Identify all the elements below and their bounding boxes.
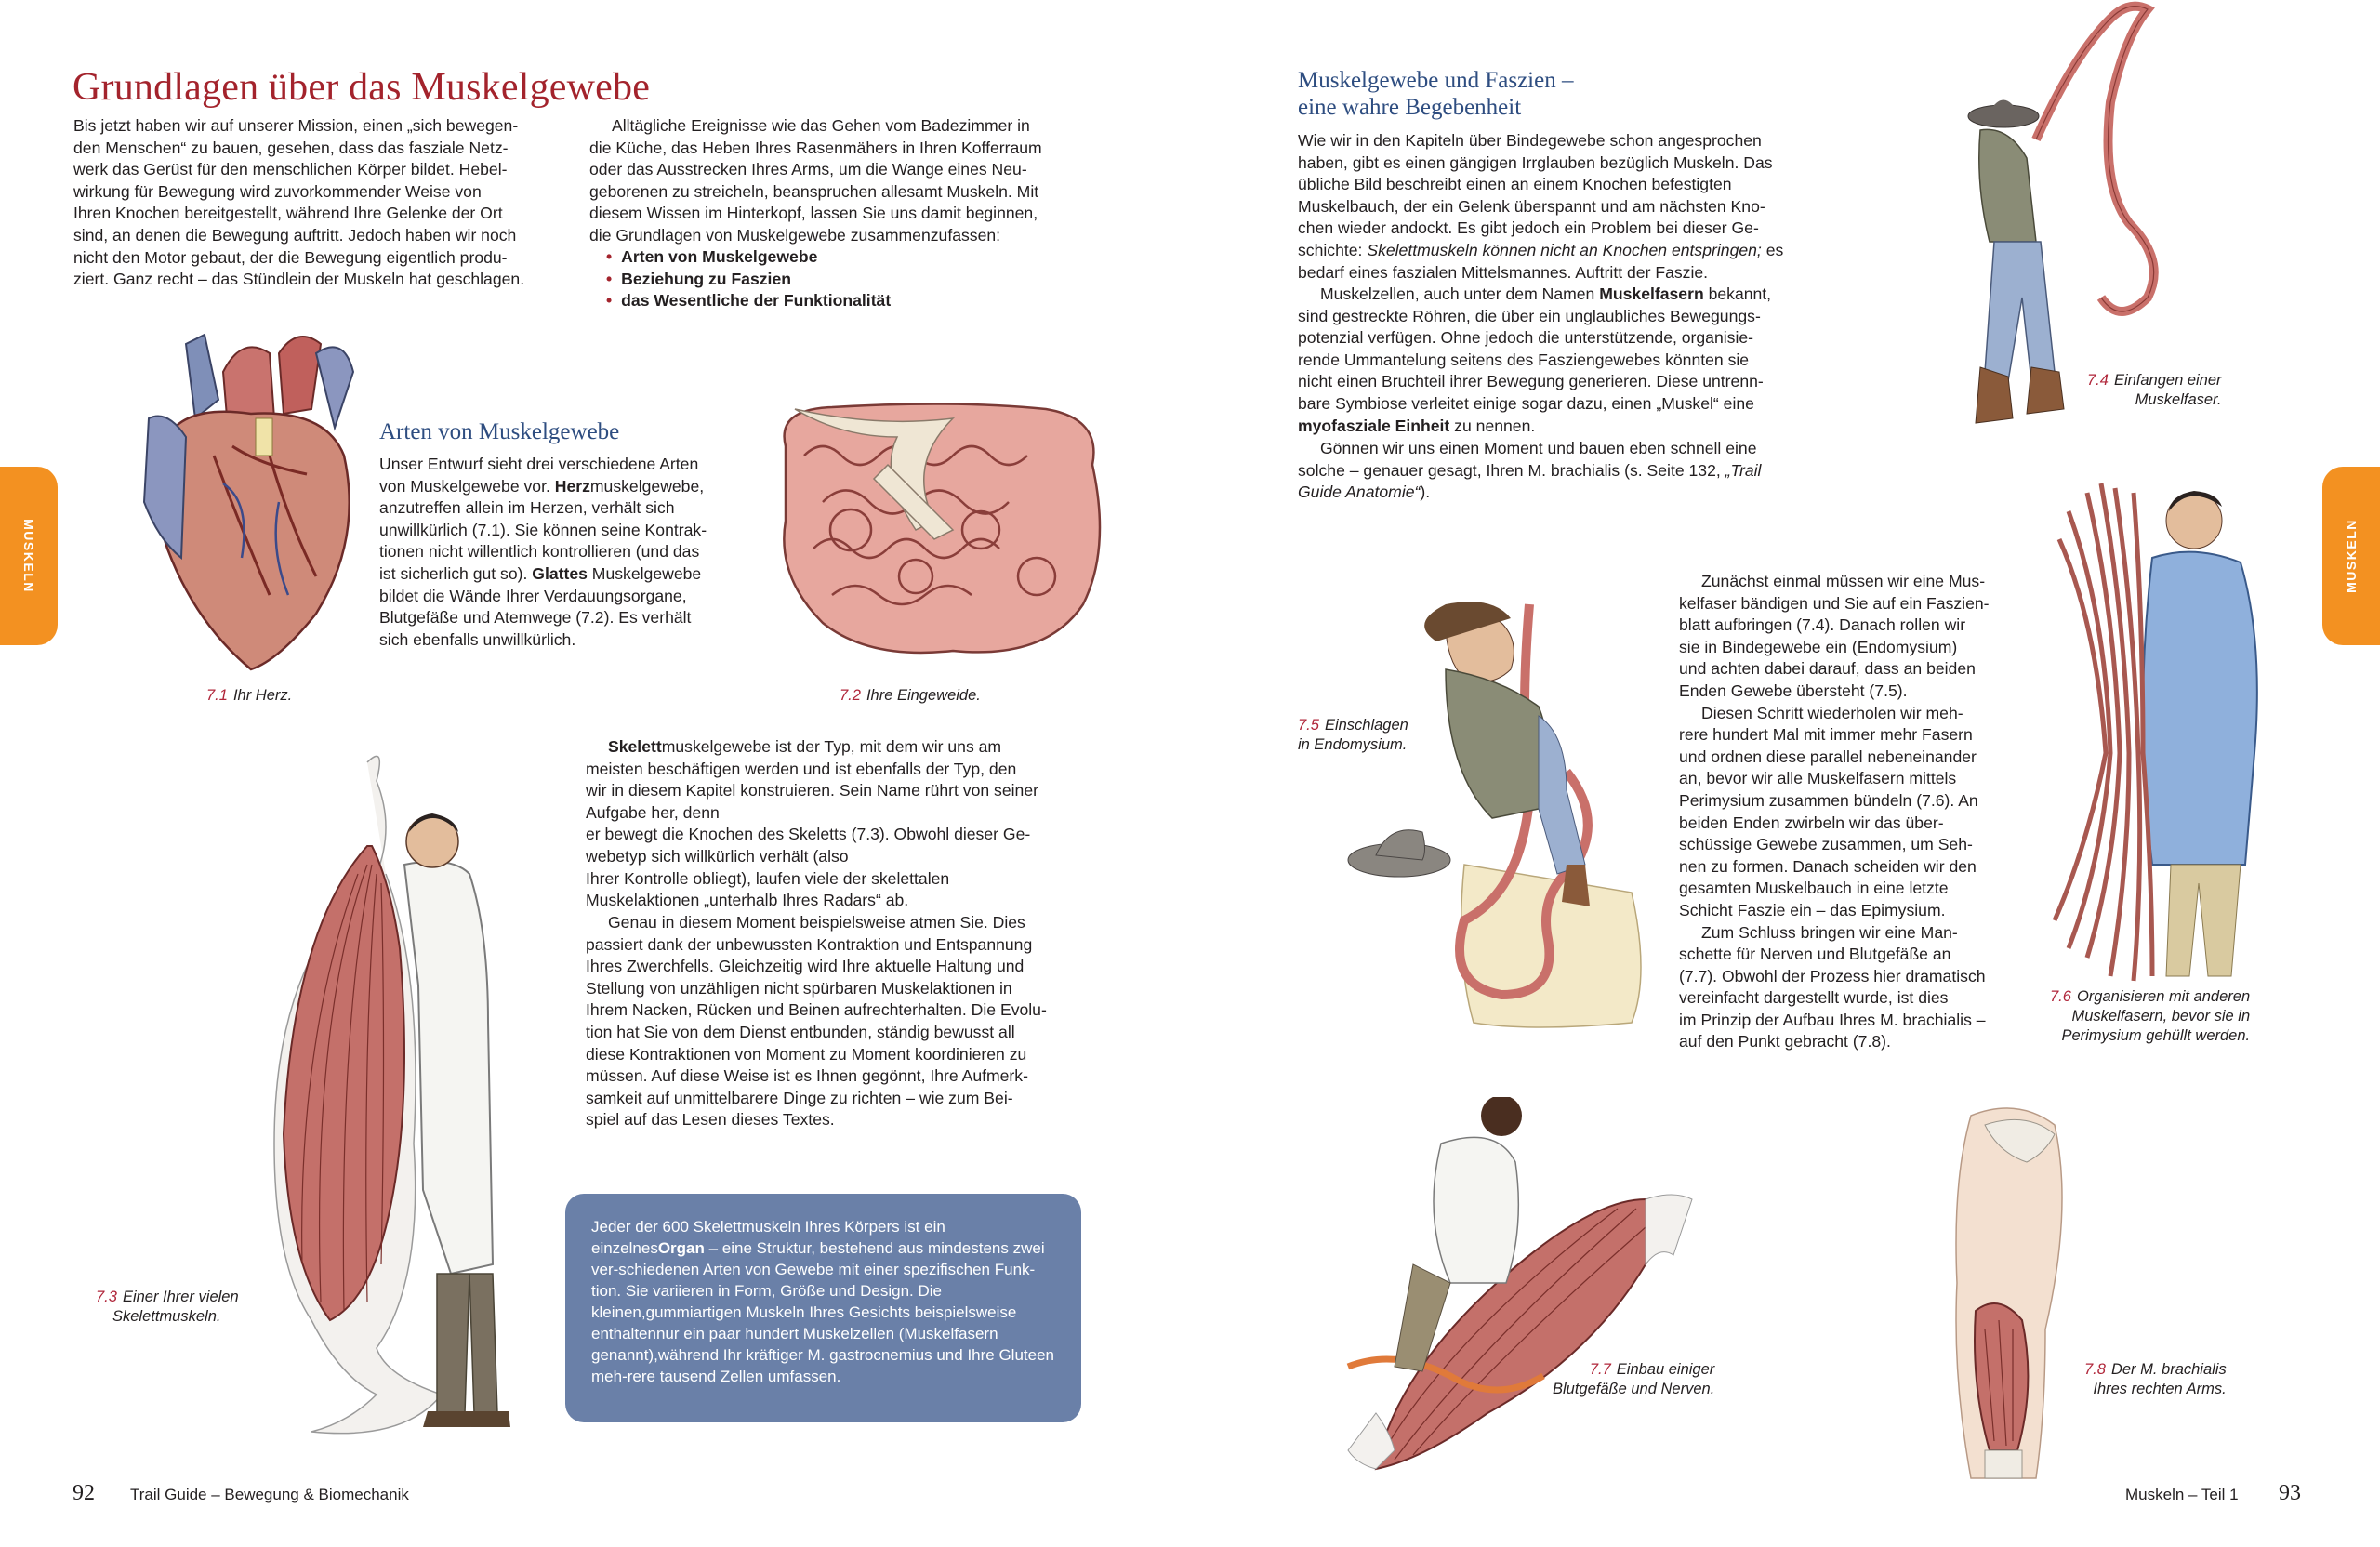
chapter-tab-right <box>2322 467 2380 645</box>
text-line: nicht einen Bruchteil ihrer Bewegung generieren. Diese untrenn- <box>1298 372 1764 391</box>
text-line: Zunächst einmal müssen wir eine Mus- <box>1701 572 1986 590</box>
text-line: tion. Sie variieren in Form, Größe und Design. Die kleinen, <box>591 1282 942 1321</box>
text-line: diese Kontraktionen von Moment zu Moment koordinieren zu <box>586 1044 1027 1064</box>
figure-number: 7.6 <box>2050 988 2071 1005</box>
caption-7-2 <box>840 686 981 706</box>
text-line: rere tausend Zellen umfassen. <box>627 1368 841 1385</box>
text-line: beiden Enden zwirbeln wir das über- <box>1679 813 1944 832</box>
caption-text: Der M. brachialis <box>2110 1361 2227 1378</box>
text-line: samkeit auf unmittelbarere Dinge zu richten – wie zum Bei- <box>586 1088 1013 1107</box>
text-line: bedarf eines faszialen Mittelsmannes. Auftritt der Faszie. <box>1298 262 1709 282</box>
text-line: tion hat Sie von dem Dienst entbunden, ständig bewusst all <box>586 1022 1015 1041</box>
footer-left: Trail Guide – Bewegung & Biomechanik <box>130 1486 409 1503</box>
text-line: Skelettmuskelgewebe ist der Typ, mit dem wir uns am <box>608 737 1002 756</box>
caption-text: Einer Ihrer vielen <box>122 1289 239 1305</box>
skelett-paragraph-2 <box>586 912 1106 1131</box>
chapter-tab-left <box>0 467 58 645</box>
text-line: chen wieder andockt. Es gibt jedoch ein Problem bei dieser Ge- <box>1298 218 1759 238</box>
text-line: sie in Bindegewebe ein (Endomysium) <box>1679 637 1958 656</box>
section-heading-faszien <box>1298 67 1573 121</box>
text-line: Muskelbauch, der ein Gelenk überspannt und am nächsten Kno- <box>1298 196 1765 216</box>
endomysium-wrap-illustration <box>1334 586 1669 1032</box>
text-line: Gönnen wir uns einen Moment und bauen eben schnell eine <box>1320 439 1757 457</box>
text-line: schichte: Skelettmuskeln können nicht an Knochen entspringen; es <box>1298 240 1784 259</box>
text-line: Ihres Zwerchfells. Gleichzeitig wird Ihre aktuelle Haltung und <box>586 957 1025 976</box>
caption-text: Ihr Herz. <box>232 687 293 704</box>
figure-number: 7.7 <box>1589 1361 1611 1378</box>
heading-line: Muskelgewebe und Faszien – <box>1298 68 1574 93</box>
footer-right: Muskeln – Teil 1 <box>2125 1486 2239 1503</box>
faszien-paragraph-1 <box>1298 130 1837 284</box>
vessels-nerves-illustration <box>1339 1097 1729 1478</box>
caption-text: in Endomysium. <box>1298 736 1408 753</box>
text-line: meisten beschäftigen werden und ist ebenfalls der Typ, den <box>586 759 1017 778</box>
text-line: rere hundert Mal mit immer mehr Fasern <box>1679 725 1973 745</box>
text-line: Jeder der 600 Skelettmuskeln Ihres Körpers ist ein einzelnes <box>591 1218 945 1257</box>
text-line: schette für Nerven und Blutgefäße an <box>1679 945 1951 964</box>
text-line: Perimysium zusammen bündeln (7.6). An <box>1679 790 1978 810</box>
text-line: von Muskelgewebe vor. Herzmuskelgewebe, <box>379 476 705 496</box>
faszien-paragraph-3 <box>1298 438 1837 504</box>
figure-number: 7.2 <box>840 687 861 704</box>
chapter-tab-label: MUSKELN <box>2344 519 2359 593</box>
topic-list <box>606 246 891 312</box>
text-line: Ihrer Kontrolle obliegt), laufen viele der skelettalen <box>586 868 950 888</box>
text-line: webetyp sich willkürlich verhält (also <box>586 846 849 866</box>
page-title: Grundlagen über das Muskelgewebe <box>73 66 651 109</box>
text-line: (7.7). Obwohl der Prozess hier dramatisch <box>1679 966 1986 985</box>
caption-7-6 <box>2050 987 2250 1046</box>
text-line: Alltägliche Ereignisse wie das Gehen vom Badezimmer in <box>612 116 1030 135</box>
text-line: schüssige Gewebe zusammen, um Seh- <box>1679 835 1973 854</box>
text-line: Unser Entwurf sieht drei verschiedene Arten <box>379 455 699 473</box>
assembly-paragraph <box>1679 571 2023 1053</box>
text-line: sind, an denen die Bewegung auftritt. Jedoch haben wir noch <box>73 225 517 245</box>
text-line: während Ihr kräftiger M. gastrocnemius und Ihre Gluteen meh- <box>591 1346 1054 1385</box>
perimysium-bundle-illustration <box>2031 474 2273 995</box>
text-line: Genau in diesem Moment beispielsweise atmen Sie. Dies <box>608 913 1025 932</box>
text-line: Enden Gewebe übersteht (7.5). <box>1679 681 1908 700</box>
text-line: myofasziale Einheit zu nennen. <box>1298 416 1536 435</box>
text-line: vereinfacht dargestellt wurde, ist dies <box>1679 988 1949 1008</box>
caption-text: Blutgefäße und Nerven. <box>1553 1381 1715 1397</box>
caption-7-7 <box>1553 1360 1714 1399</box>
figure-number: 7.1 <box>206 687 228 704</box>
text-line: wirkung für Bewegung wird zuvorkommender Weise von <box>73 181 482 201</box>
text-line: Muskelaktionen „unterhalb Ihres Radars“ ab. <box>586 891 909 910</box>
text-line: gesamten Muskelbauch in eine letzte <box>1679 879 1949 898</box>
text-line: blatt aufbringen (7.4). Danach rollen wir <box>1679 615 1966 635</box>
page-number-right: 93 <box>2279 1481 2301 1505</box>
text-line: nur ein paar hundert Muskelzellen (Muskelfasern genannt), <box>591 1325 998 1364</box>
text-line: spiel auf das Lesen dieses Textes. <box>586 1110 835 1130</box>
text-line: sind gestreckte Röhren, die über ein unglaubliches Bewegungs- <box>1298 306 1761 325</box>
caption-text: Organisieren mit anderen <box>2076 988 2251 1005</box>
brachialis-arm-illustration <box>1934 1097 2082 1488</box>
text-line: gummiartigen Muskeln Ihres Gesichts beispielsweise enthalten <box>591 1303 1017 1342</box>
text-line: Ihrem Nacken, Rücken und Beinen aufrechterhalten. Die Evolu- <box>586 1000 1047 1020</box>
page-number-left: 92 <box>73 1481 95 1505</box>
text-line: oder das Ausstrecken Ihres Arms, um die Wange eines Neu- <box>589 160 1027 179</box>
caption-7-4 <box>2087 371 2222 410</box>
caption-7-8 <box>2084 1360 2227 1399</box>
text-line: potenzial verfügen. Ohne jedoch die unterstützende, organisie- <box>1298 328 1754 348</box>
intro-column-2 <box>589 115 1110 247</box>
text-line: Bis jetzt haben wir auf unserer Mission, einen „sich bewegen- <box>73 116 519 135</box>
text-line: rende Ummantelung seitens des Fasziengewebes könnten sie <box>1298 350 1750 369</box>
caption-text: Einfangen einer <box>2113 372 2222 389</box>
text-line: Guide Anatomie“). <box>1298 483 1431 502</box>
text-line: auf den Punkt gebracht (7.8). <box>1679 1032 1891 1051</box>
text-line: werk das Gerüst für den menschlichen Körper bildet. Hebel- <box>73 160 508 179</box>
caption-7-1 <box>206 686 292 706</box>
heart-illustration <box>130 316 372 679</box>
section-heading-arten: Arten von Muskelgewebe <box>379 419 620 444</box>
text-line: Stellung von unzähligen nicht spürbaren Muskelaktionen in <box>586 978 1012 998</box>
caption-text: Einbau einiger <box>1616 1361 1715 1378</box>
text-line: solche – genauer gesagt, Ihren M. brachialis (s. Seite 132, „Trail <box>1298 460 1762 480</box>
text-line: nicht den Motor gebaut, der die Bewegung eigentlich produ- <box>73 247 508 267</box>
organ-info-box <box>565 1194 1081 1422</box>
intro-column-1 <box>73 115 575 291</box>
caption-text: Einschlagen <box>1324 717 1408 734</box>
caption-7-5 <box>1298 716 1408 755</box>
arten-paragraph <box>379 454 751 651</box>
text-line: bare Symbiose verleitet einige sogar dazu, einen „Muskel“ eine <box>1298 393 1754 413</box>
text-line: passiert dank der unbewussten Kontraktion und Entspannung <box>586 934 1033 954</box>
text-line: ziert. Ganz recht – das Stündlein der Muskeln hat geschlagen. <box>73 270 525 289</box>
text-line: Wie wir in den Kapiteln über Bindegewebe schon angesprochen <box>1298 131 1762 150</box>
text-line: er bewegt die Knochen des Skeletts (7.3). Obwohl dieser Ge- <box>586 825 1031 844</box>
text-line: tionen nicht willentlich kontrollieren (und das <box>379 542 700 562</box>
caption-text: Muskelfaser. <box>2135 391 2222 408</box>
text-line: Schicht Faszie ein – das Epimysium. <box>1679 900 1946 919</box>
text-line: kelfaser bändigen und Sie auf ein Faszien- <box>1679 593 1990 613</box>
caption-text: Ihres rechten Arms. <box>2093 1381 2227 1397</box>
text-line: im Prinzip der Aufbau Ihres M. brachialis – <box>1679 1010 1986 1029</box>
text-line: wir in diesem Kapitel konstruieren. Sein Name rührt von seiner <box>586 781 1038 800</box>
figure-number: 7.5 <box>1298 717 1319 734</box>
caption-text: Muskelfasern, bevor sie in <box>2071 1008 2251 1025</box>
chapter-tab-label: MUSKELN <box>21 519 36 593</box>
text-line: die Grundlagen von Muskelgewebe zusammenzufassen: <box>589 225 1001 245</box>
text-line: ist sicherlich gut so). Glattes Muskelgewebe <box>379 563 702 583</box>
text-line: übliche Bild beschreibt einen an einem Knochen befestigten <box>1298 175 1732 194</box>
text-line: Muskelzellen, auch unter dem Namen Muskelfasern bekannt, <box>1320 284 1772 303</box>
text-line: Aufgabe her, denn <box>586 802 720 822</box>
text-line: sich ebenfalls unwillkürlich. <box>379 629 576 649</box>
text-line: diesem Wissen im Hinterkopf, lassen Sie uns damit beginnen, <box>589 204 1038 223</box>
text-line: bildet die Wände Ihrer Verdauungsorgane, <box>379 586 687 605</box>
caption-7-3 <box>96 1288 239 1327</box>
skeletal-muscle-illustration <box>237 744 535 1450</box>
text-line: müssen. Auf diese Weise ist es Ihnen gegönnt, Ihre Aufmerk- <box>586 1066 1028 1086</box>
text-line: Zum Schluss bringen wir eine Man- <box>1701 922 1958 942</box>
text-line: Ihren Knochen bereitgestellt, während Ihre Gelenke der Ort <box>73 204 503 223</box>
figure-number: 7.3 <box>96 1289 117 1305</box>
caption-text: Skelettmuskeln. <box>112 1308 221 1325</box>
text-line: und ordnen diese parallel nebeneinander <box>1679 747 1977 766</box>
text-line: schiedenen Arten von Gewebe mit einer spezifischen Funk- <box>618 1261 1036 1278</box>
text-line: den Menschen“ zu bauen, gesehen, dass das fasziale Netz- <box>73 138 509 157</box>
text-line: Organ – eine Struktur, bestehend aus mindestens zwei ver- <box>591 1239 1045 1278</box>
caption-text: Ihre Eingeweide. <box>866 687 981 704</box>
skelett-paragraph <box>586 736 1106 912</box>
topic-list-item: • Arten von Muskelgewebe <box>606 246 891 269</box>
text-line: unwillkürlich (7.1). Sie können seine Kontrak- <box>379 520 707 539</box>
figure-number: 7.4 <box>2087 372 2109 389</box>
text-line: die Küche, das Heben Ihres Rasenmähers in Ihren Kofferraum <box>589 138 1042 157</box>
heading-line: eine wahre Begebenheit <box>1298 95 1522 120</box>
text-line: geborenen zu streicheln, beanspruchen allesamt Muskeln. Mit <box>589 181 1039 201</box>
info-box-text <box>591 1216 1055 1387</box>
text-line: Diesen Schritt wiederholen wir meh- <box>1701 703 1964 722</box>
text-line: und achten dabei darauf, dass an beiden <box>1679 659 1976 679</box>
topic-list-item: • das Wesentliche der Funktionalität <box>606 290 891 312</box>
text-line: nen zu formen. Danach scheiden wir den <box>1679 856 1977 876</box>
topic-list-item: • Beziehung zu Faszien <box>606 269 891 291</box>
text-line: anzutreffen allein im Herzen, verhält sich <box>379 498 675 518</box>
intestines-illustration <box>767 390 1120 669</box>
text-line: Blutgefäße und Atemwege (7.2). Es verhält <box>379 608 692 628</box>
figure-number: 7.8 <box>2084 1361 2106 1378</box>
text-line: haben, gibt es einen gängigen Irrglauben bezüglich Muskeln. Das <box>1298 152 1773 172</box>
caption-text: Perimysium gehüllt werden. <box>2061 1027 2251 1044</box>
text-line: an, bevor wir alle Muskelfasern mittels <box>1679 769 1957 788</box>
faszien-paragraph-2 <box>1298 284 1837 437</box>
